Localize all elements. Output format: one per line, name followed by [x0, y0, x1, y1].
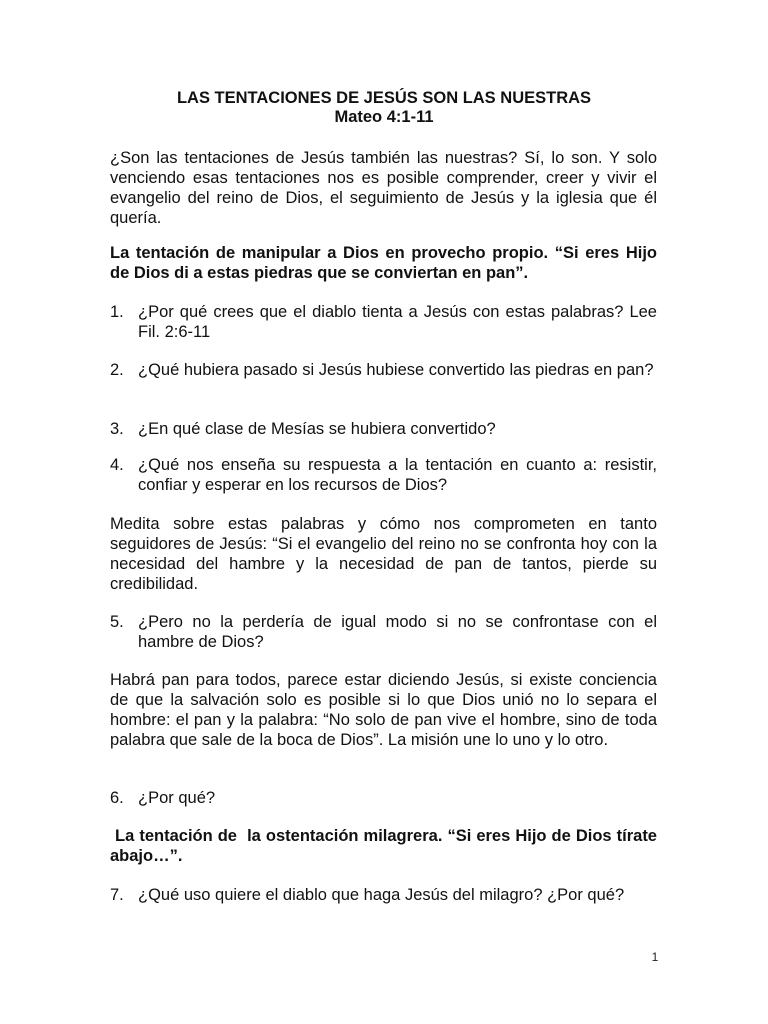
list-item-text: ¿Qué hubiera pasado si Jesús hubiese convertido las piedras en pan?: [138, 361, 654, 379]
list-item-number: 1.: [110, 303, 124, 321]
list-item-number: 3.: [110, 420, 124, 438]
list-item-text: ¿Por qué crees que el diablo tienta a Jesús con estas palabras? Lee Fil. 2:6-11: [138, 303, 657, 341]
list-item-number: 7.: [110, 886, 124, 904]
page-number: 1: [651, 950, 659, 964]
bread-paragraph: Habrá pan para todos, parece estar diciendo Jesús, si existe conciencia de que la salvación solo es posible si lo que Dios unió no lo separa el hombre: el pan y la palabra: “No solo de pan vive el hombre, sino de toda palabra que sale de la boca de Dios”. La misión une lo uno y lo otro.: [110, 671, 657, 749]
list-item-number: 2.: [110, 361, 124, 379]
section2-heading: La tentación de la ostentación milagrera. “Si eres Hijo de Dios tírate abajo…”.: [110, 827, 662, 865]
list-item-number: 4.: [110, 456, 124, 474]
section1-heading: La tentación de manipular a Dios en provecho propio. “Si eres Hijo de Dios di a estas piedras que se conviertan en pan”.: [110, 244, 657, 282]
document-subtitle: Mateo 4:1-11: [334, 108, 434, 126]
list-item-text: ¿Qué uso quiere el diablo que haga Jesús del milagro? ¿Por qué?: [138, 886, 625, 904]
intro-paragraph: ¿Son las tentaciones de Jesús también las nuestras? Sí, lo son. Y solo venciendo esas tentaciones nos es posible comprender, creer y vivir el evangelio del reino de Dios, el seguimiento de Jesús y la iglesia que él quería.: [110, 149, 657, 227]
list-item-text: ¿Qué nos enseña su respuesta a la tentación en cuanto a: resistir, confiar y esperar en los recursos de Dios?: [138, 456, 657, 494]
list-item: [110, 885, 657, 905]
meditation-paragraph: Medita sobre estas palabras y cómo nos comprometen en tanto seguidores de Jesús: “Si el evangelio del reino no se confronta hoy con la necesidad del hambre y la necesidad de pan de tantos, pierde su credibilidad.: [110, 515, 657, 593]
list-item: [110, 419, 657, 439]
list-item: [110, 360, 657, 380]
list-item-text: ¿Pero no la perdería de igual modo si no se confrontase con el hambre de Dios?: [138, 613, 657, 651]
list-item-number: 5.: [110, 613, 124, 631]
list-item-number: 6.: [110, 789, 124, 807]
list-item: [110, 455, 657, 495]
list-item-text: ¿Por qué?: [138, 789, 216, 807]
list-item: [110, 612, 657, 652]
list-item: [110, 302, 657, 342]
list-item-text: ¿En qué clase de Mesías se hubiera convertido?: [138, 420, 496, 438]
document-title: LAS TENTACIONES DE JESÚS SON LAS NUESTRAS: [176, 89, 592, 107]
list-item: [110, 788, 657, 808]
